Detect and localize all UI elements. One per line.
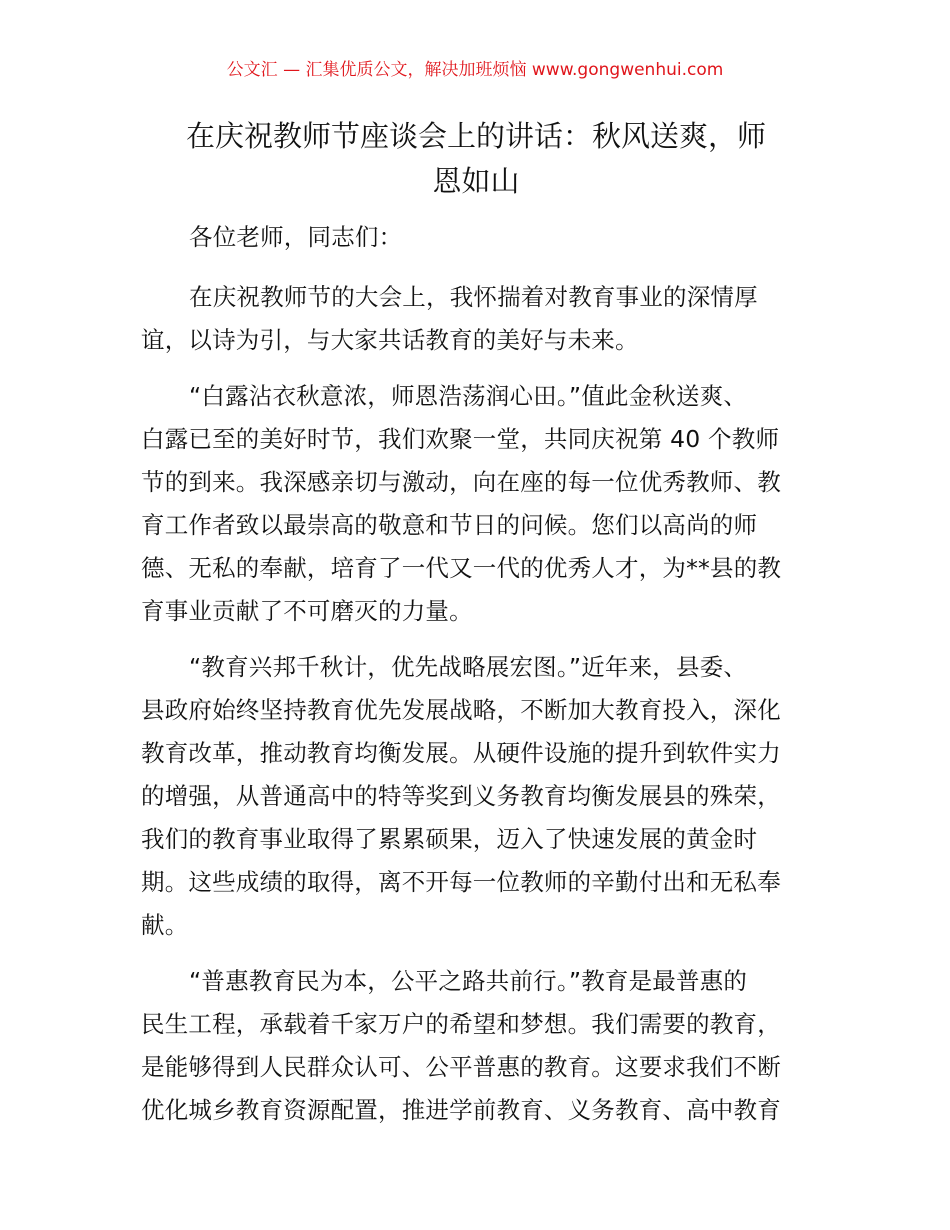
document-title	[140, 114, 812, 204]
text-line: “普惠教育民为本，公平之路共前行。”教育是最普惠的	[189, 967, 748, 995]
text-line: 谊，以诗为引，与大家共话教育的美好与未来。	[141, 326, 639, 354]
text-line: “白露沾衣秋意浓，师恩浩荡润心田。”值此金秋送爽、	[189, 382, 748, 410]
text-line: 县政府始终坚持教育优先发展战略，不断加大教育投入，深化	[141, 696, 781, 724]
document-body	[141, 216, 813, 1145]
text-line: 节的到来。我深感亲切与激动，向在座的每一位优秀教师、教	[141, 468, 781, 496]
text-line: 在庆祝教师节的大会上，我怀揣着对教育事业的深情厚	[189, 283, 758, 311]
text-line: 民生工程，承载着千家万户的希望和梦想。我们需要的教育，	[141, 1010, 781, 1038]
text-line: 我们的教育事业取得了累累硕果，迈入了快速发展的黄金时	[141, 825, 758, 853]
poem-paragraph-bailu	[141, 375, 813, 633]
intro-paragraph	[141, 276, 813, 362]
poem-paragraph-puhui	[141, 960, 813, 1132]
text-line: 的增强，从普通高中的特等奖到义务教育均衡发展县的殊荣，	[141, 782, 781, 810]
text-line: 德、无私的奉献，培育了一代又一代的优秀人才，为**县的教	[141, 554, 782, 582]
text-line: 优化城乡教育资源配置，推进学前教育、义务教育、高中教育	[141, 1096, 781, 1124]
text-line: 是能够得到人民群众认可、公平普惠的教育。这要求我们不断	[141, 1053, 781, 1081]
text-line: 教育改革，推动教育均衡发展。从硬件设施的提升到软件实力	[141, 739, 781, 767]
salutation-paragraph	[141, 216, 813, 259]
title-line: 在庆祝教师节座谈会上的讲话：秋风送爽，师	[185, 119, 766, 153]
text-line: 白露已至的美好时节，我们欢聚一堂，共同庆祝第 40 个教师	[141, 425, 780, 453]
title-line: 恩如山	[432, 164, 520, 198]
text-line: 期。这些成绩的取得，离不开每一位教师的辛勤付出和无私奉	[141, 868, 781, 896]
poem-paragraph-xingbang	[141, 646, 813, 947]
text-line: 育事业贡献了不可磨灭的力量。	[141, 597, 473, 625]
text-line: 献。	[141, 911, 189, 939]
site-banner-text: 公文汇 — 汇集优质公文，解决加班烦恼 www.gongwenhui.com	[226, 60, 724, 80]
text-line: 育工作者致以最崇高的敬意和节日的问候。您们以高尚的师	[141, 511, 758, 539]
text-line: 各位老师，同志们：	[189, 223, 403, 251]
site-banner	[0, 58, 950, 82]
text-line: “教育兴邦千秋计，优先战略展宏图。”近年来，县委、	[189, 653, 748, 681]
